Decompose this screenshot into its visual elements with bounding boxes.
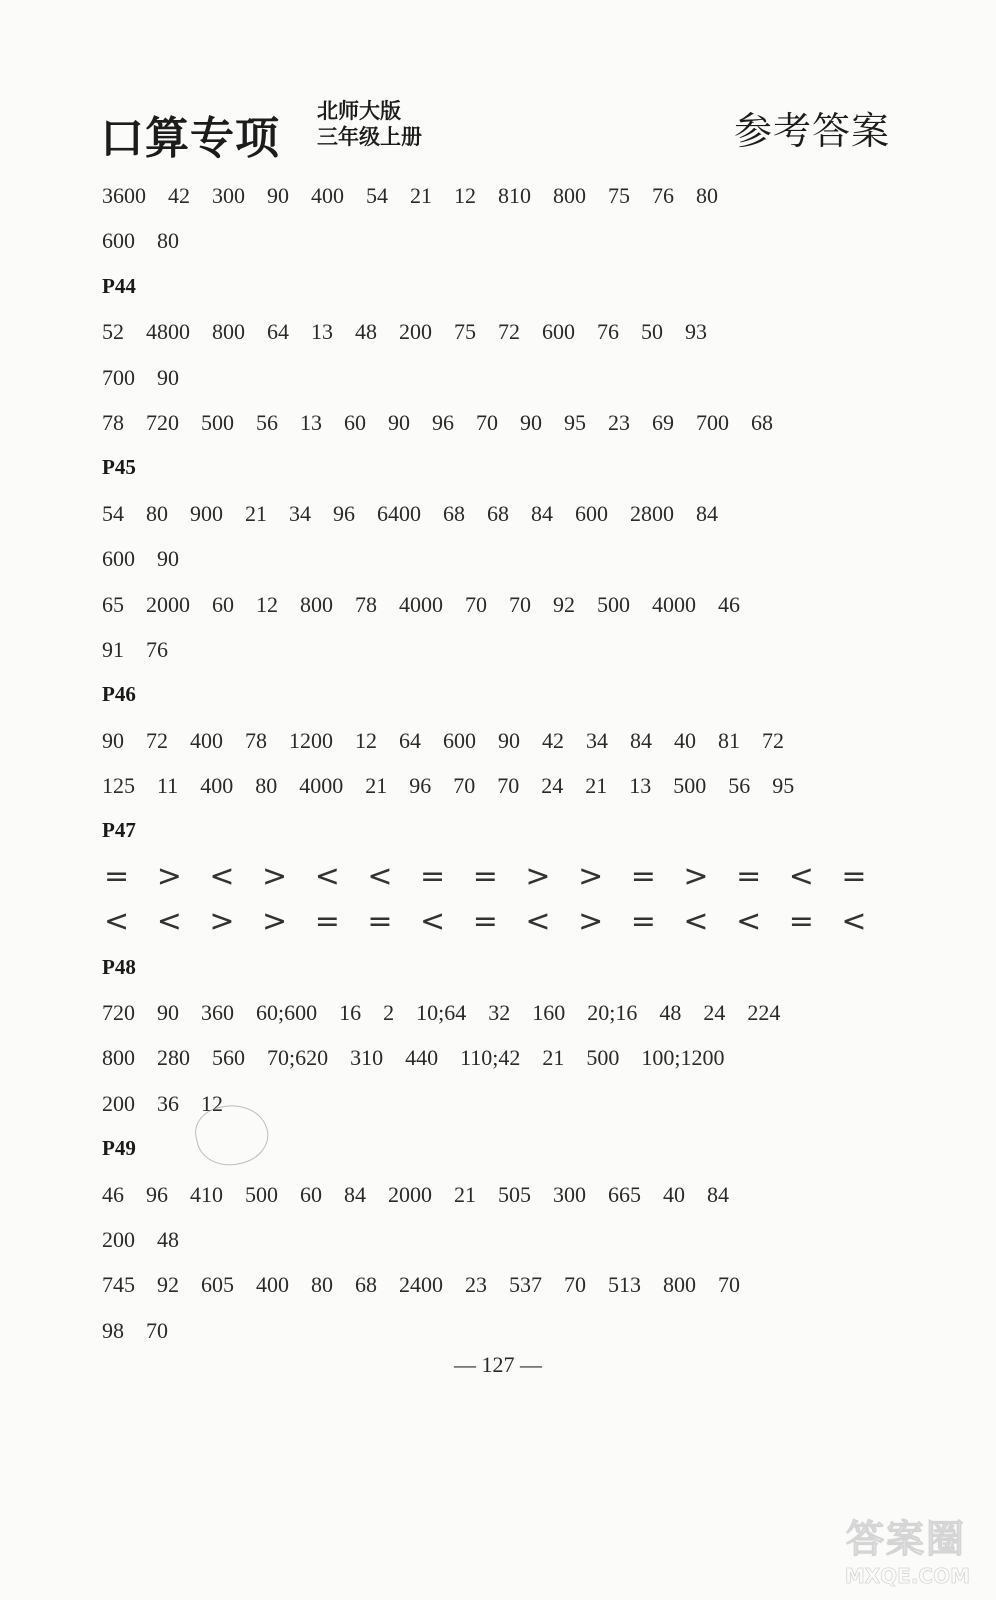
answer-value: 1200 [289,727,333,753]
answer-value: 110;42 [460,1045,521,1071]
comparison-symbol: < [736,904,762,940]
answers-title: 参考答案 [733,109,890,153]
comparison-symbol: > [683,858,709,894]
comparison-symbol: < [683,904,709,940]
answer-value: 500 [201,409,234,435]
section-label: P44 [102,273,136,298]
answer-value: 76 [597,319,619,345]
section-label: P48 [102,954,136,979]
answer-value: 60 [344,409,366,435]
answer-value: 93 [685,319,707,345]
answer-row [102,309,892,354]
answer-value: 200 [102,1226,135,1252]
answer-value: 75 [454,319,476,345]
comparison-symbol: = [420,858,446,894]
answer-value: 900 [190,500,223,526]
answer-value: 91 [102,636,124,662]
answer-value: 46 [718,591,740,617]
answer-value: 64 [399,727,421,753]
answer-value: 84 [531,500,553,526]
answer-value: 23 [608,409,630,435]
answer-value: 60 [300,1181,322,1207]
answer-value: 70 [146,1317,168,1343]
answer-row [102,1035,892,1080]
answer-value: 440 [405,1045,439,1071]
page-number: — 127 — [454,1352,542,1377]
comparison-symbol: = [314,904,340,940]
answer-value: 400 [311,183,344,208]
answer-row [102,990,892,1035]
comparison-symbol: = [367,904,393,940]
answer-value: 13 [629,773,652,799]
answer-value: 96 [409,773,432,799]
answer-value: 42 [542,727,564,753]
answer-value: 4000 [299,773,344,799]
comparison-symbol: = [841,858,867,894]
answer-value: 56 [728,773,751,799]
answer-value: 70;620 [267,1045,329,1071]
answer-content [102,173,892,1353]
grade-label: 三年级上册 [317,125,422,149]
comparison-symbol: > [262,858,288,894]
answer-value: 12 [256,591,278,617]
answer-value: 78 [102,409,124,435]
answer-value: 600 [575,500,608,526]
answer-value: 92 [157,1272,179,1298]
answer-value: 76 [146,636,168,662]
answer-value: 40 [674,727,696,753]
answer-value: 537 [509,1272,542,1298]
answer-value: 48 [157,1226,179,1252]
comparison-row [102,899,892,944]
answer-value: 36 [157,1090,179,1116]
answer-value: 68 [355,1272,377,1298]
answer-value: 68 [443,500,465,526]
answer-value: 70 [497,773,520,799]
answer-value: 4800 [146,319,190,345]
answer-value: 95 [772,773,795,799]
page-header [100,98,900,168]
answer-value: 84 [707,1181,729,1207]
answer-value: 3600 [102,183,146,208]
answer-value: 34 [289,500,311,526]
answer-value: 96 [333,500,355,526]
answer-value: 96 [432,409,454,435]
edition-info [317,98,422,150]
comparison-symbol: = [104,858,130,894]
answer-value: 745 [102,1272,135,1298]
answer-value: 13 [300,409,322,435]
answer-value: 84 [696,500,718,526]
answer-value: 81 [718,727,740,753]
answer-value: 600 [102,228,135,254]
answer-value: 46 [102,1181,124,1207]
answer-value: 665 [608,1181,641,1207]
answer-value: 90 [157,1000,179,1026]
section-label: P45 [102,455,136,480]
comparison-symbol: < [156,904,182,940]
answer-value: 72 [762,727,784,753]
comparison-symbol: < [525,904,551,940]
answer-value: 13 [311,319,333,345]
answer-row [102,536,892,581]
answer-value: 160 [532,1000,566,1026]
answer-value: 300 [212,183,245,208]
answer-value: 500 [586,1045,620,1071]
comparison-symbol: > [209,904,235,940]
answer-value: 90 [157,364,179,390]
answer-row [102,355,892,400]
answer-value: 700 [102,364,135,390]
answer-value: 70 [509,591,531,617]
answer-value: 69 [652,409,674,435]
comparison-symbol: = [788,904,814,940]
answer-value: 280 [157,1045,190,1071]
answer-value: 42 [168,183,190,208]
comparison-symbol: < [104,904,130,940]
comparison-symbol: < [367,858,393,894]
comparison-symbol: < [841,904,867,940]
answer-value: 90 [267,183,289,208]
watermark-text: 答案圈 [845,1517,966,1561]
answer-value: 500 [597,591,630,617]
answer-value: 300 [553,1181,586,1207]
answer-value: 78 [355,591,377,617]
answer-value: 84 [630,727,652,753]
answer-value: 400 [256,1272,289,1298]
section-label: P46 [102,682,136,707]
answer-value: 68 [751,409,773,435]
answer-value: 21 [365,773,388,799]
answer-value: 75 [608,183,630,208]
comparison-row [102,854,892,899]
answer-value: 600 [102,546,135,572]
answer-row [102,1172,892,1217]
answer-value: 34 [586,727,608,753]
answer-value: 513 [608,1272,641,1298]
answer-value: 70 [465,591,487,617]
answer-value: 60;600 [256,1000,318,1026]
answer-value: 80 [146,500,168,526]
answer-value: 72 [498,319,520,345]
answer-row [102,1262,892,1307]
answer-value: 500 [245,1181,278,1207]
answer-value: 32 [488,1000,511,1026]
answer-value: 600 [542,319,575,345]
answer-value: 700 [696,409,729,435]
answer-value: 80 [311,1272,333,1298]
answer-value: 90 [157,546,179,572]
answer-value: 16 [339,1000,362,1026]
answer-value: 4000 [652,591,696,617]
answer-value: 560 [212,1045,245,1071]
answer-value: 2 [383,1000,395,1026]
comparison-symbol: = [630,858,656,894]
edition-label: 北师大版 [317,99,401,123]
answer-value: 12 [454,183,476,208]
answer-value: 80 [696,183,718,208]
answer-value: 54 [366,183,388,208]
watermark-logo [804,1500,974,1590]
comparison-symbol: > [525,858,551,894]
answer-value: 2800 [630,500,674,526]
answer-row [102,582,892,627]
answer-value: 6400 [377,500,421,526]
answer-value: 200 [102,1090,135,1116]
answer-value: 800 [102,1045,135,1071]
answer-value: 70 [718,1272,740,1298]
section-label: P49 [102,1136,136,1161]
answer-value: 800 [663,1272,696,1298]
answer-value: 360 [201,1000,234,1026]
answer-value: 720 [146,409,179,435]
answer-value: 2000 [388,1181,432,1207]
answer-value: 24 [541,773,564,799]
answer-value: 400 [190,727,223,753]
answer-value: 11 [157,773,179,799]
comparison-symbol: = [736,858,762,894]
answer-value: 90 [498,727,520,753]
answer-row [102,400,892,445]
answer-value: 64 [267,319,289,345]
answer-value: 810 [498,183,531,208]
answer-value: 12 [201,1090,223,1116]
answer-row [102,763,892,808]
comparison-symbol: = [630,904,656,940]
answer-value: 72 [146,727,168,753]
answer-value: 48 [355,319,377,345]
answer-row [102,718,892,763]
answer-row [102,1217,892,1262]
answer-value: 40 [663,1181,685,1207]
answer-value: 2400 [399,1272,443,1298]
answer-value: 100;1200 [641,1045,725,1071]
answer-value: 84 [344,1181,366,1207]
answer-value: 90 [388,409,410,435]
comparison-symbol: < [420,904,446,940]
answer-row [102,173,892,218]
answer-value: 90 [520,409,542,435]
answer-value: 48 [659,1000,682,1026]
answer-value: 60 [212,591,234,617]
answer-value: 310 [350,1045,384,1071]
answer-value: 21 [585,773,608,799]
answer-value: 600 [443,727,476,753]
comparison-symbol: < [209,858,235,894]
answer-value: 2000 [146,591,190,617]
answer-value: 90 [102,727,124,753]
answer-value: 125 [102,773,135,799]
answer-row [102,1308,892,1353]
answer-value: 24 [703,1000,726,1026]
answer-value: 70 [564,1272,586,1298]
answer-value: 800 [212,319,245,345]
comparison-symbol: > [262,904,288,940]
answer-value: 500 [673,773,707,799]
answer-value: 720 [102,1000,135,1026]
answer-row [102,491,892,536]
answer-value: 800 [553,183,586,208]
answer-value: 78 [245,727,267,753]
answer-value: 76 [652,183,674,208]
answer-row [102,627,892,672]
answer-value: 54 [102,500,124,526]
answer-value: 20;16 [587,1000,638,1026]
answer-value: 21 [410,183,432,208]
watermark-url: MXQE.COM [844,1564,970,1588]
comparison-symbol: = [472,904,498,940]
answer-value: 12 [355,727,377,753]
answer-value: 4000 [399,591,443,617]
answer-value: 68 [487,500,509,526]
answer-row [102,218,892,263]
answer-value: 56 [256,409,278,435]
section-label: P47 [102,818,136,843]
answer-value: 605 [201,1272,234,1298]
answer-value: 70 [476,409,498,435]
answer-value: 98 [102,1317,124,1343]
answer-value: 21 [454,1181,476,1207]
comparison-symbol: < [788,858,814,894]
answer-value: 80 [157,228,179,254]
comparison-symbol: = [472,858,498,894]
book-title: 口算专项 [100,113,280,164]
answer-value: 95 [564,409,586,435]
comparison-symbol: > [578,904,604,940]
answer-value: 70 [453,773,476,799]
answer-value: 21 [245,500,267,526]
comparison-symbol: < [314,858,340,894]
answer-value: 400 [200,773,234,799]
answer-value: 80 [255,773,278,799]
answer-value: 96 [146,1181,168,1207]
answer-value: 65 [102,591,124,617]
answer-value: 23 [465,1272,487,1298]
answer-value: 10;64 [416,1000,467,1026]
answer-value: 50 [641,319,663,345]
answer-value: 21 [542,1045,565,1071]
answer-value: 52 [102,319,124,345]
answer-value: 200 [399,319,432,345]
answer-value: 800 [300,591,333,617]
answer-value: 92 [553,591,575,617]
answer-value: 224 [747,1000,781,1026]
answer-value: 505 [498,1181,531,1207]
answer-value: 410 [190,1181,223,1207]
comparison-symbol: > [578,858,604,894]
comparison-symbol: > [156,858,182,894]
